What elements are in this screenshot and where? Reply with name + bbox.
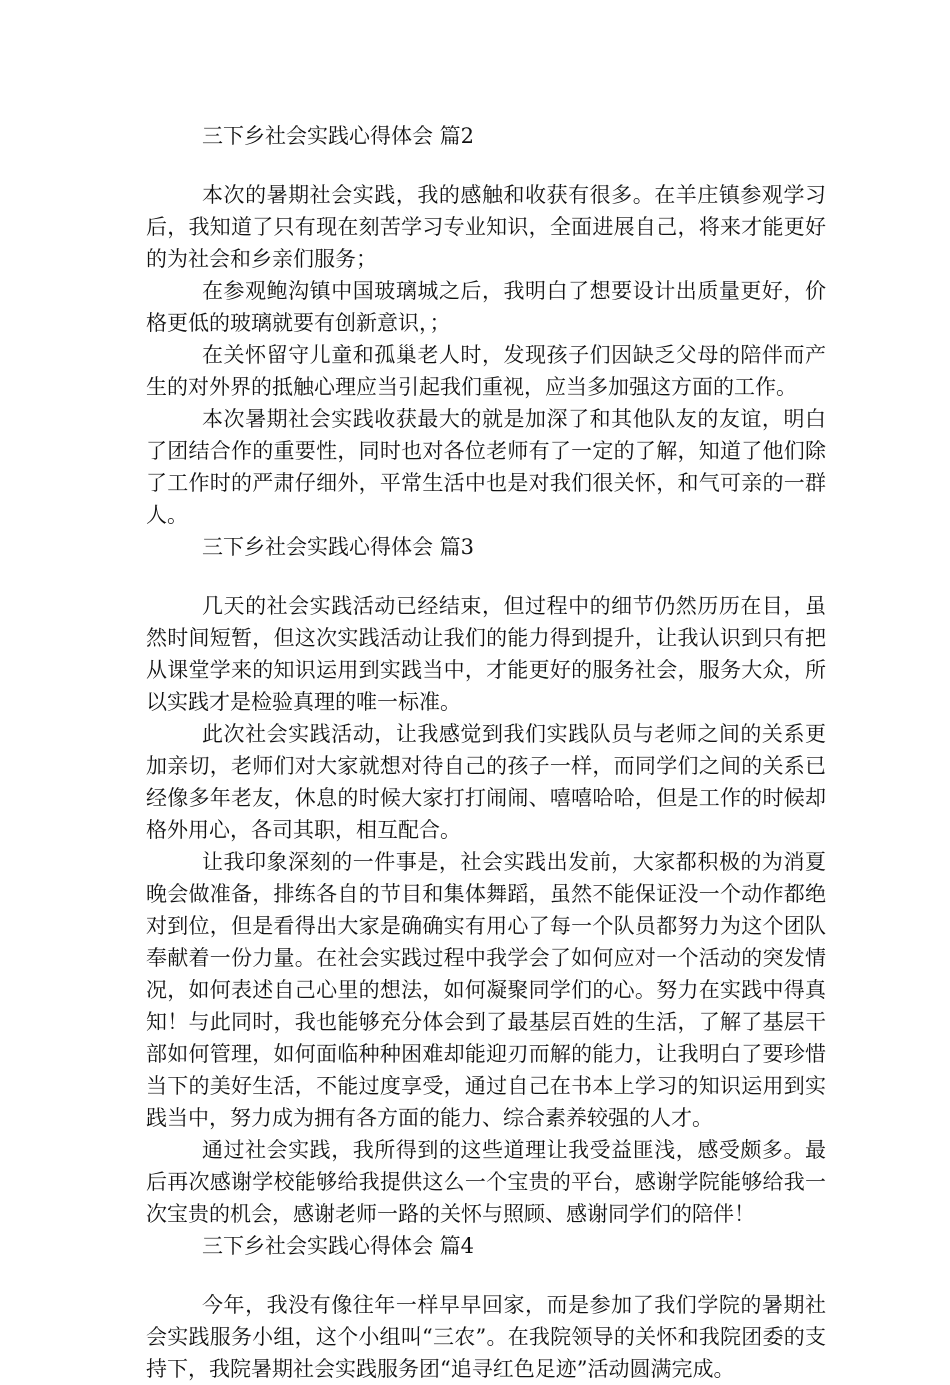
paragraph: 此次社会实践活动，让我感觉到我们实践队员与老师之间的关系更加亲切，老师们对大家就想对待自己的孩子一样，而同学们之间的关系已经像多年老友，休息的时候大家打打闹闹、嘻嘻哈哈，但是工作的时候却格外用心，各司其职，相互配合。 (146, 722, 826, 842)
paragraph: 在参观鲍沟镇中国玻璃城之后，我明白了想要设计出质量更好，价格更低的玻璃就要有创新意识，； (146, 279, 826, 335)
paragraph: 本次暑期社会实践收获最大的就是加深了和其他队友的友谊，明白了团结合作的重要性，同时也对各位老师有了一定的了解，知道了他们除了工作时的严肃仔细外，平常生活中也是对我们很关怀，和气可亲的一群人。 (146, 407, 826, 527)
section-3 (146, 531, 826, 1230)
section-heading: 三下乡社会实践心得体会 篇4 (202, 1234, 475, 1258)
document-page (146, 120, 826, 1385)
paragraph: 在关怀留守儿童和孤巢老人时，发现孩子们因缺乏父母的陪伴而产生的对外界的抵触心理应当引起我们重视，应当多加强这方面的工作。 (146, 343, 826, 399)
paragraph: 让我印象深刻的一件事是，社会实践出发前，大家都积极的为消夏晚会做准备，排练各自的节目和集体舞蹈，虽然不能保证没一个动作都绝对到位，但是看得出大家是确确实有用心了每一个队员都努力为这个团队奉献着一份力量。在社会实践过程中我学会了如何应对一个活动的突发情况，如何表述自己心里的想法，如何凝聚同学们的心。努力在实践中得真知！与此同时，我也能够充分体会到了最基层百姓的生活，了解了基层干部如何管理，如何面临种种困难却能迎刃而解的能力，让我明白了要珍惜当下的美好生活，不能过度享受，通过自己在书本上学习的知识运用到实践当中，努力成为拥有各方面的能力、综合素养较强的人才。 (146, 850, 826, 1130)
section-heading: 三下乡社会实践心得体会 篇3 (202, 535, 475, 559)
section-4 (146, 1230, 826, 1385)
section-heading: 三下乡社会实践心得体会 篇2 (202, 124, 475, 148)
section-2 (146, 120, 826, 531)
paragraph: 通过社会实践，我所得到的这些道理让我受益匪浅，感受颇多。最后再次感谢学校能够给我提供这么一个宝贵的平台，感谢学院能够给我一次宝贵的机会，感谢老师一路的关怀与照顾、感谢同学们的陪伴！ (146, 1138, 826, 1226)
paragraph: 几天的社会实践活动已经结束，但过程中的细节仍然历历在目，虽然时间短暂，但这次实践活动让我们的能力得到提升，让我认识到只有把从课堂学来的知识运用到实践当中，才能更好的服务社会，服务大众，所以实践才是检验真理的唯一标准。 (146, 594, 826, 714)
paragraph: 本次的暑期社会实践，我的感触和收获有很多。在羊庄镇参观学习后，我知道了只有现在刻苦学习专业知识，全面进展自己，将来才能更好的为社会和乡亲们服务； (146, 183, 826, 271)
paragraph: 今年，我没有像往年一样早早回家，而是参加了我们学院的暑期社会实践服务小组，这个小组叫“三农”。在我院领导的关怀和我院团委的支持下，我院暑期社会实践服务团“追寻红色足迹”活动圆满完成。 (146, 1293, 826, 1381)
